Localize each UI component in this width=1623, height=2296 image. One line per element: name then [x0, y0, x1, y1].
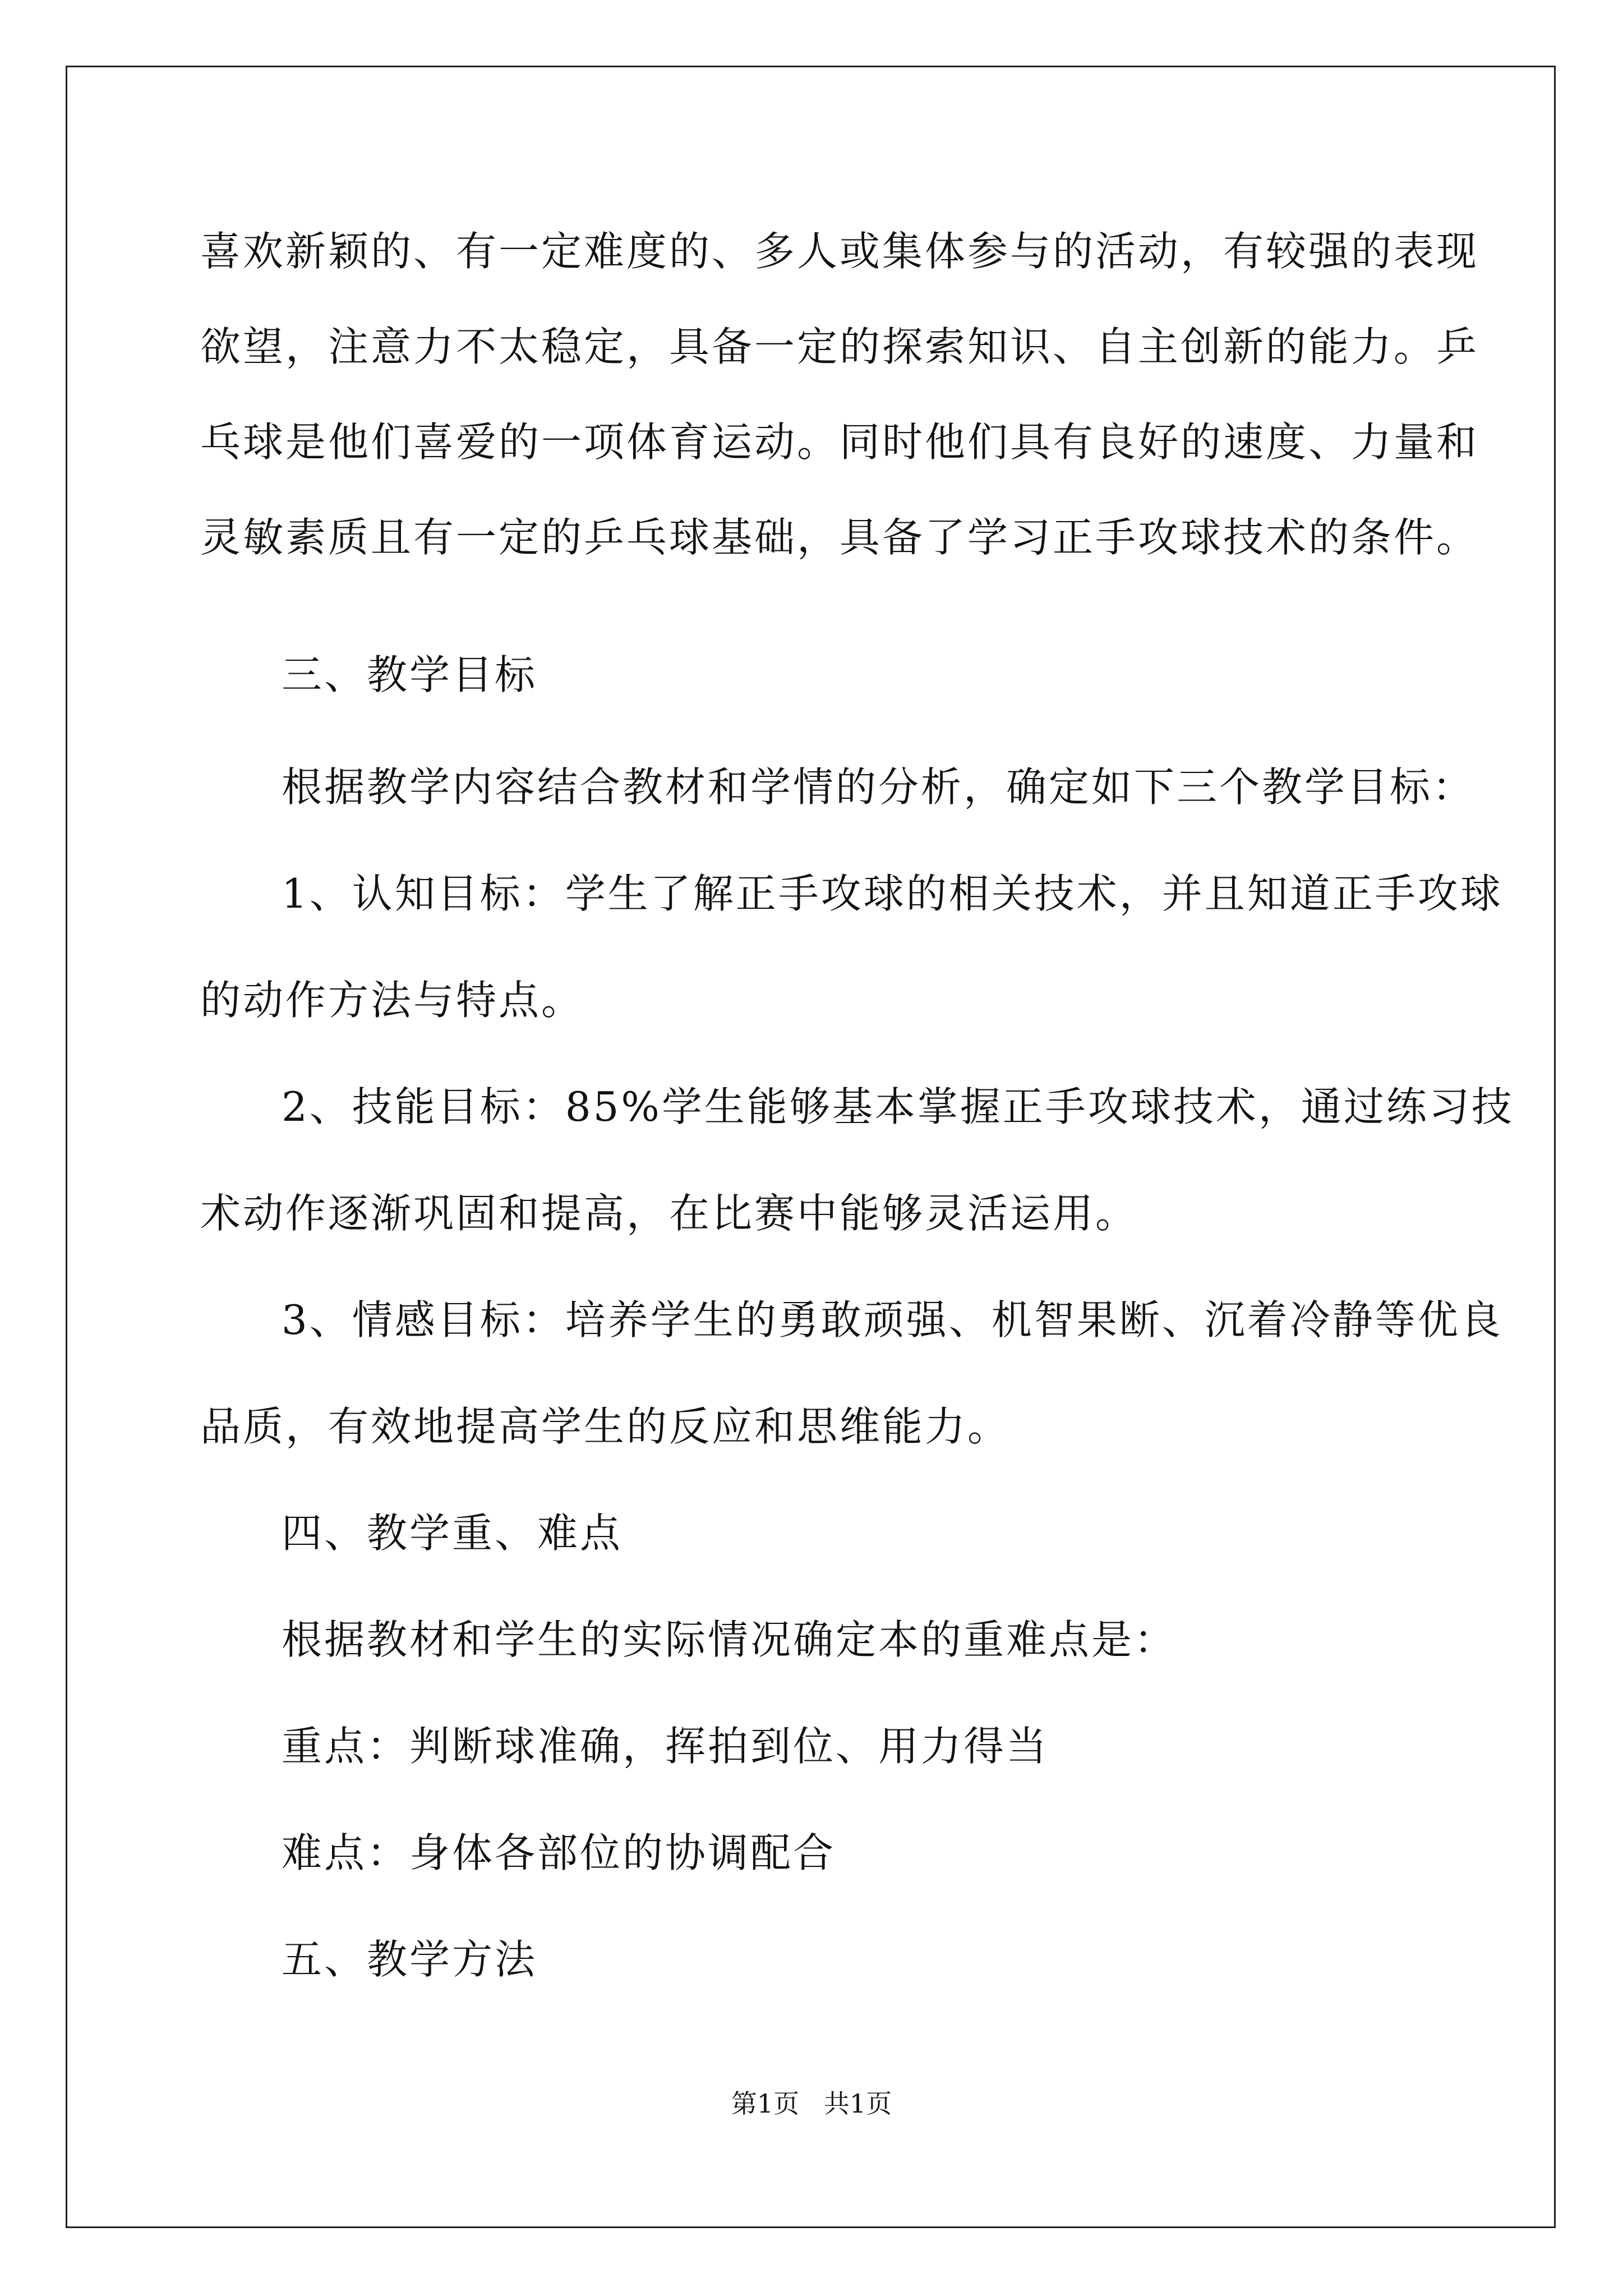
paragraph-line: 乓球是他们喜爱的一项体育运动。同时他们具有良好的速度、力量和 — [200, 418, 1479, 466]
paragraph-line: 2、技能目标：85%学生能够基本掌握正手攻球技术，通过练习技 — [282, 1083, 1514, 1130]
paragraph-line: 根据教材和学生的实际情况确定本的重难点是： — [282, 1616, 1177, 1663]
paragraph-line: 喜欢新颖的、有一定难度的、多人或集体参与的活动，有较强的表现 — [200, 228, 1479, 275]
paragraph-line: 灵敏素质且有一定的乒乓球基础，具备了学习正手攻球技术的条件。 — [200, 514, 1479, 561]
paragraph-line: 3、情感目标：培养学生的勇敢顽强、机智果断、沉着冷静等优良 — [282, 1296, 1503, 1343]
paragraph-line: 术动作逐渐巩固和提高，在比赛中能够灵活运用。 — [200, 1190, 1138, 1237]
section-heading: 五、教学方法 — [282, 1936, 538, 1983]
section-heading: 四、教学重、难点 — [282, 1510, 623, 1557]
page-border — [66, 66, 1556, 2228]
paragraph-line: 1、认知目标：学生了解正手攻球的相关技术，并且知道正手攻球 — [282, 870, 1503, 917]
paragraph-line: 根据教学内容结合教材和学情的分析，确定如下三个教学目标： — [282, 763, 1476, 811]
key-point-line: 重点：判断球准确，挥拍到位、用力得当 — [282, 1723, 1049, 1770]
paragraph-line: 欲望，注意力不太稳定，具备一定的探索知识、自主创新的能力。乒 — [200, 323, 1479, 370]
paragraph-line: 的动作方法与特点。 — [200, 977, 584, 1024]
section-heading: 三、教学目标 — [282, 651, 538, 698]
page-number-footer: 第1页 共1页 — [731, 2088, 892, 2119]
paragraph-line: 品质，有效地提高学生的反应和思维能力。 — [200, 1403, 1011, 1450]
difficult-point-line: 难点：身体各部位的协调配合 — [282, 1829, 836, 1876]
